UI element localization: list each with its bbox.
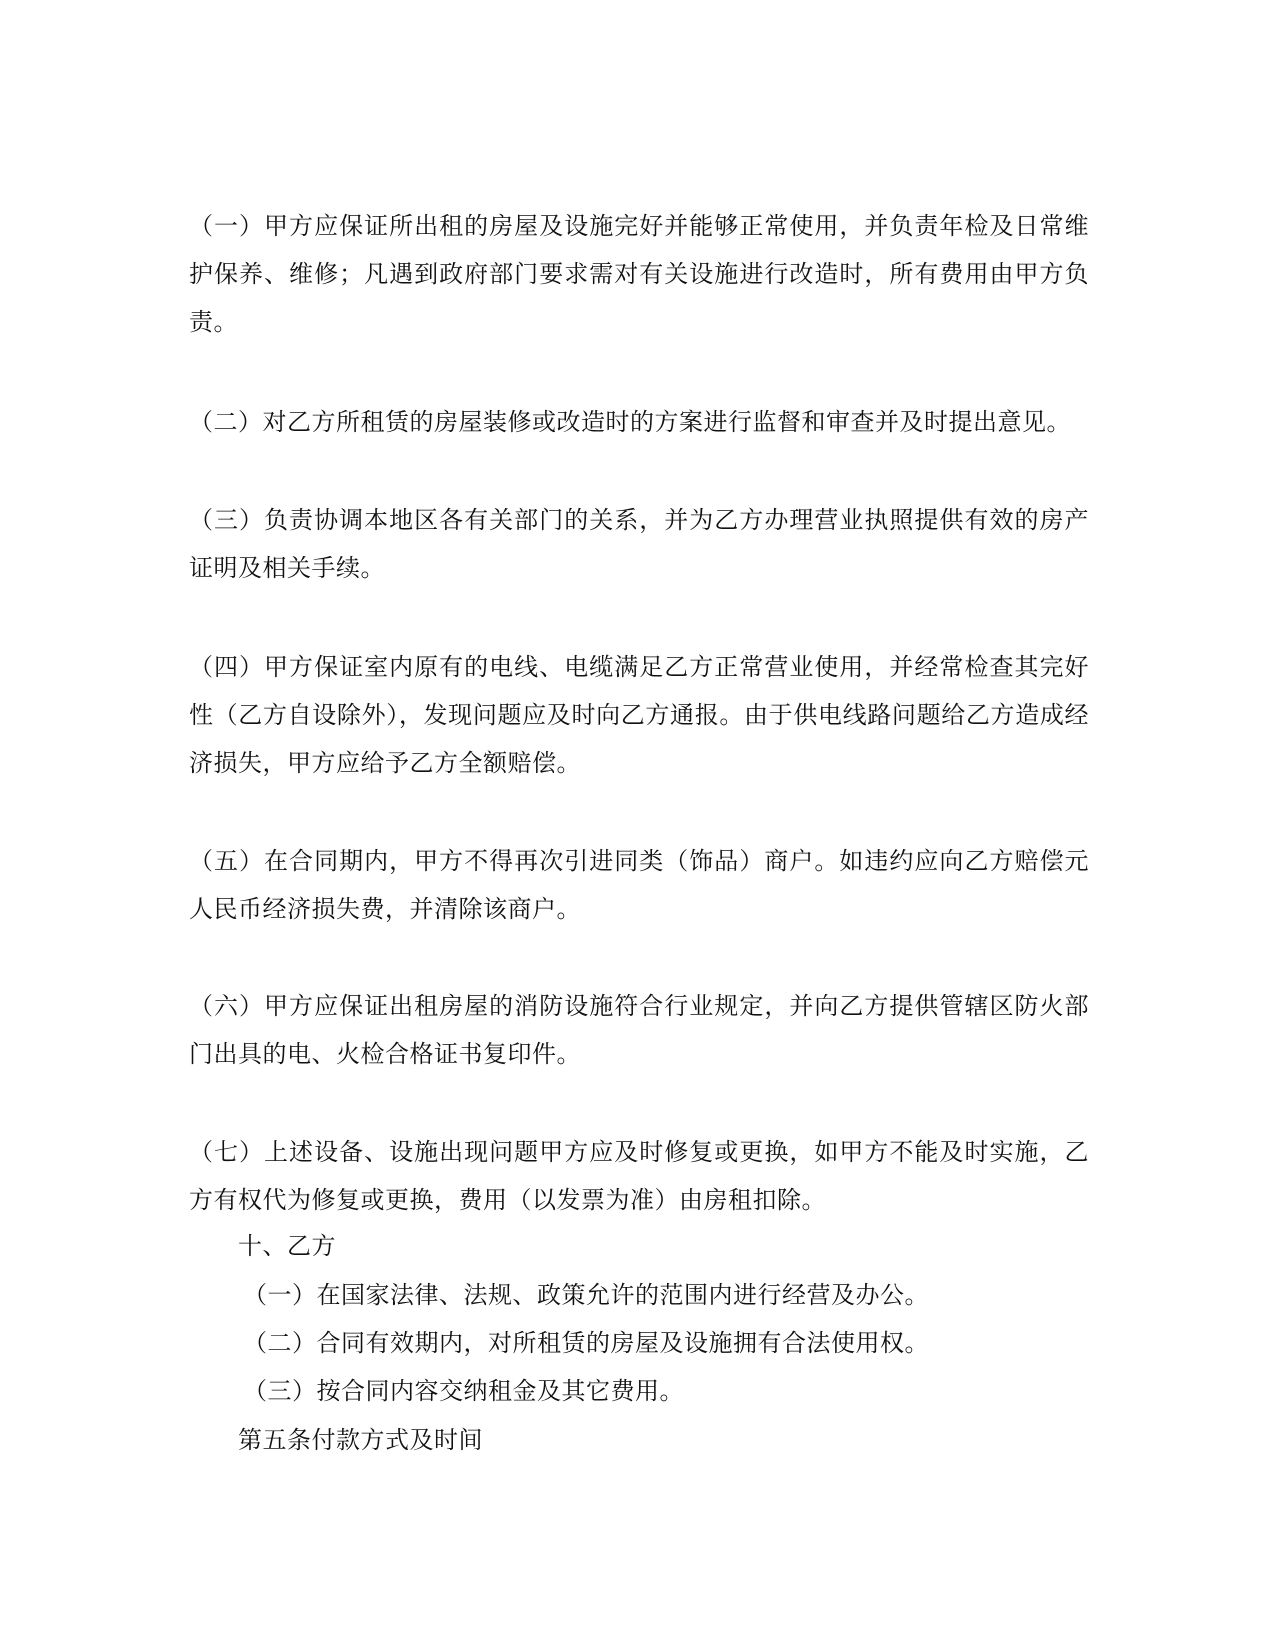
paragraph-landlord-obligation-1: （一）甲方应保证所出租的房屋及设施完好并能够正常使用，并负责年检及日常维护保养、维修；凡遇到政府部门要求需对有关设施进行改造时，所有费用由甲方负责。 [189, 212, 1089, 336]
section-ten-heading: 十、乙方 [238, 1232, 336, 1260]
paragraph-landlord-obligation-3: （三）负责协调本地区各有关部门的关系，并为乙方办理营业执照提供有效的房产证明及相关手续。 [189, 506, 1089, 582]
tenant-right-2: （二）合同有效期内，对所租赁的房屋及设施拥有合法使用权。 [243, 1329, 929, 1357]
tenant-right-1: （一）在国家法律、法规、政策允许的范围内进行经营及办公。 [243, 1281, 929, 1309]
paragraph-landlord-obligation-7: （七）上述设备、设施出现问题甲方应及时修复或更换，如甲方不能及时实施，乙方有权代为修复或更换，费用（以发票为准）由房租扣除。 [189, 1138, 1089, 1214]
tenant-right-3: （三）按合同内容交纳租金及其它费用。 [243, 1377, 684, 1405]
paragraph-landlord-obligation-6: （六）甲方应保证出租房屋的消防设施符合行业规定，并向乙方提供管辖区防火部门出具的电、火检合格证书复印件。 [189, 992, 1089, 1068]
paragraph-landlord-obligation-5: （五）在合同期内，甲方不得再次引进同类（饰品）商户。如违约应向乙方赔偿元人民币经济损失费，并清除该商户。 [189, 847, 1089, 923]
paragraph-landlord-obligation-2: （二）对乙方所租赁的房屋装修或改造时的方案进行监督和审查并及时提出意见。 [189, 408, 1071, 436]
article-five-heading: 第五条付款方式及时间 [238, 1426, 483, 1454]
paragraph-landlord-obligation-4: （四）甲方保证室内原有的电线、电缆满足乙方正常营业使用，并经常检查其完好性（乙方自设除外），发现问题应及时向乙方通报。由于供电线路问题给乙方造成经济损失，甲方应给予乙方全额赔偿。 [189, 653, 1089, 777]
